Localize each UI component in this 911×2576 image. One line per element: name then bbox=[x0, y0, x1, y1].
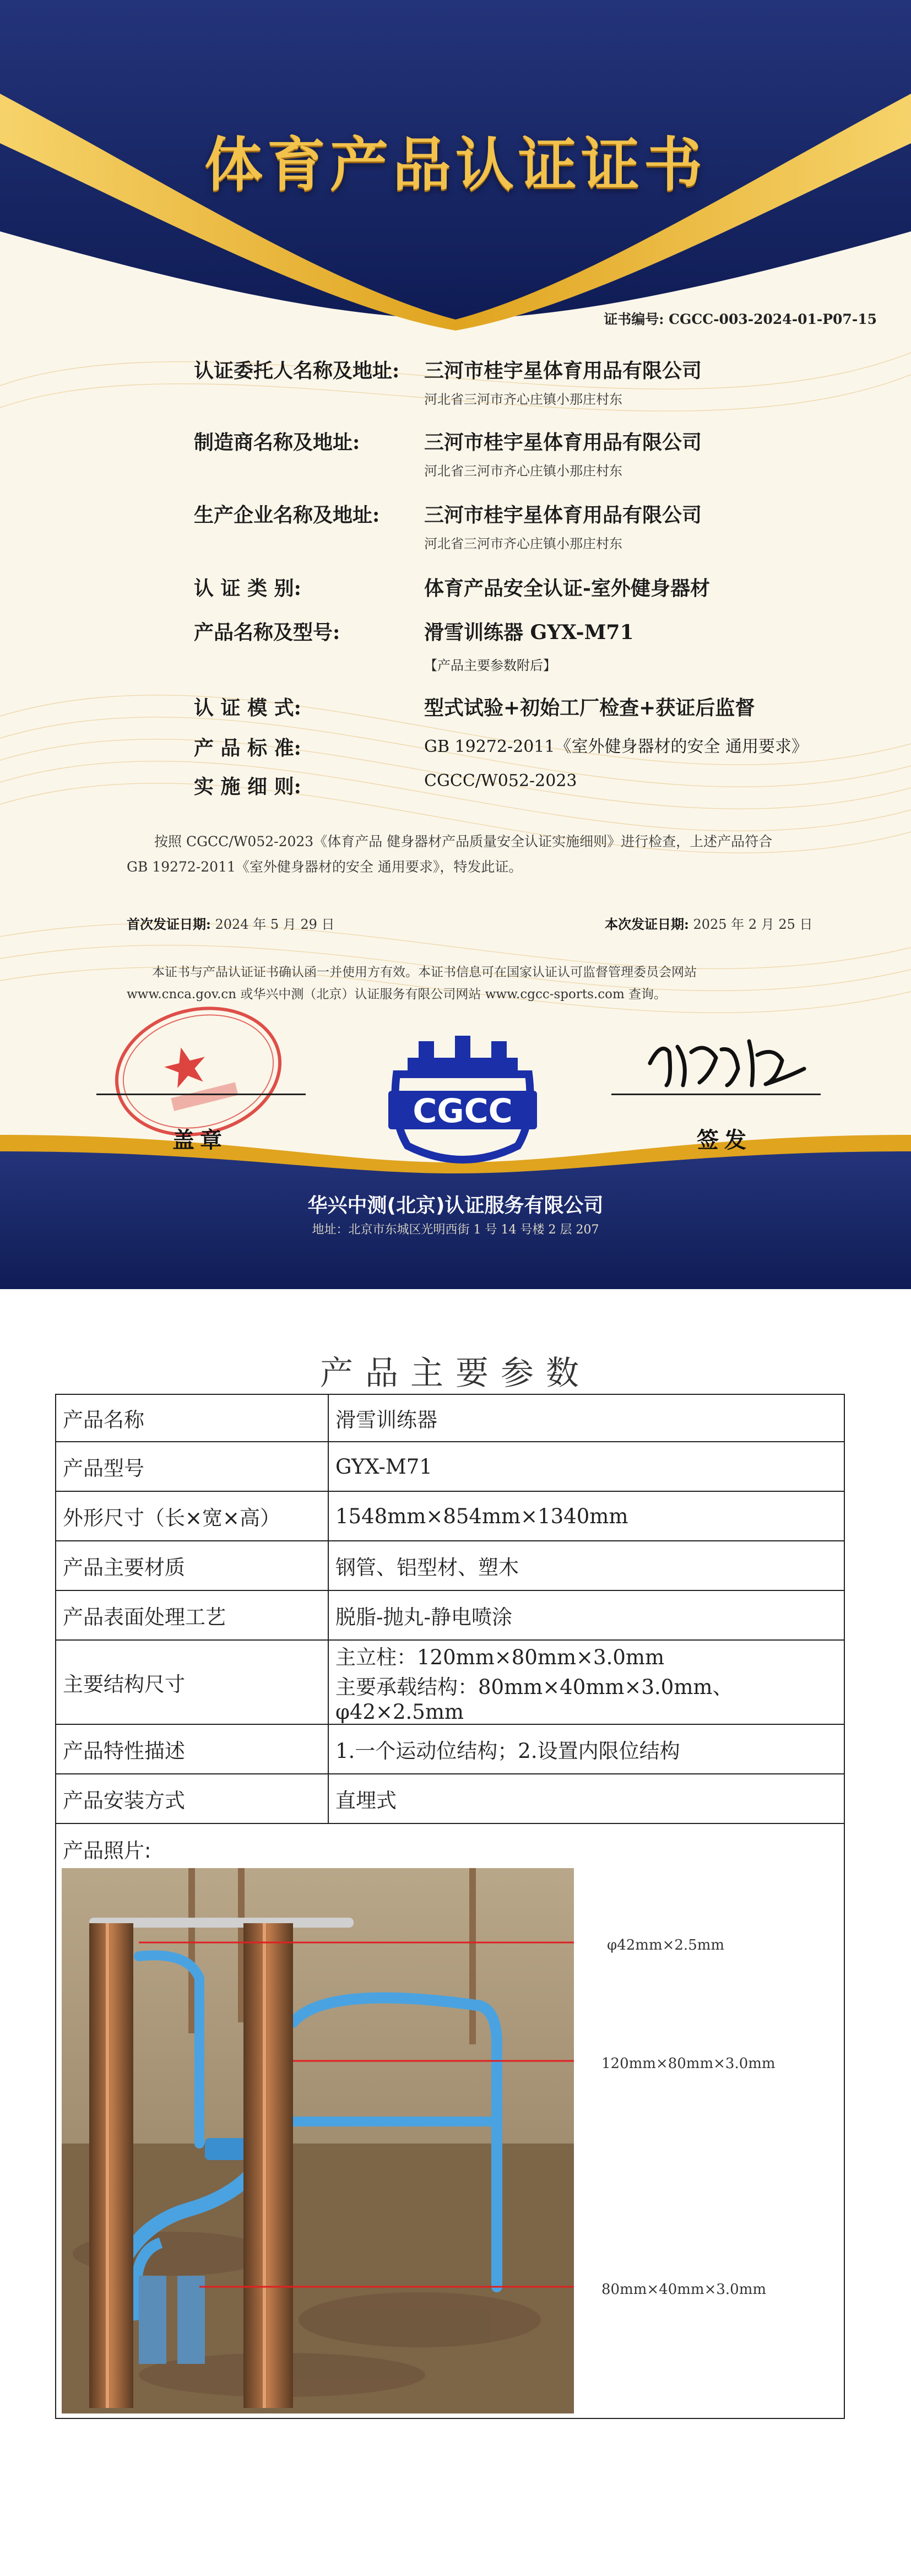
field-value: GB 19272-2011《室外健身器材的安全 通用要求》 bbox=[424, 737, 809, 756]
param-key: 产品特性描述 bbox=[56, 1724, 328, 1774]
param-value: 滑雪训练器 bbox=[328, 1394, 844, 1442]
callout-main-post: 120mm×80mm×3.0mm bbox=[601, 2055, 776, 2072]
field-address: 河北省三河市齐心庄镇小那庄村东 bbox=[424, 463, 622, 479]
field-value: 体育产品安全认证-室外健身器材 bbox=[424, 577, 710, 600]
table-row bbox=[56, 1640, 844, 1724]
callout-bearing: 80mm×40mm×3.0mm bbox=[601, 2281, 767, 2298]
param-value: 1548mm×854mm×1340mm bbox=[328, 1491, 844, 1541]
table-row bbox=[56, 1541, 844, 1590]
certificate-statement: 按照 CGCC/W052-2023《体育产品 健身器材产品质量安全认证实施细则》进行检查，上述产品符合 GB 19272-2011《室外健身器材的安全 通用要求》，特发此证。 bbox=[127, 834, 773, 875]
field-value: 型式试验+初始工厂检查+获证后监督 bbox=[424, 696, 755, 719]
table-row bbox=[56, 1774, 844, 1823]
field-label: 认证委托人名称及地址: bbox=[194, 359, 400, 382]
issue-date-value: 2024 年 5 月 29 日 bbox=[215, 917, 335, 932]
table-row bbox=[56, 1724, 844, 1774]
field-address: 河北省三河市齐心庄镇小那庄村东 bbox=[424, 536, 622, 551]
field-label: 实 施 细 则: bbox=[194, 775, 301, 798]
field-label: 认 证 模 式: bbox=[194, 696, 301, 719]
cgcc-logo-text: CGCC bbox=[413, 1092, 513, 1130]
param-value-line: 主立柱：120mm×80mm×3.0mm bbox=[335, 1646, 665, 1669]
param-key: 产品名称 bbox=[56, 1394, 328, 1442]
parameters-page bbox=[0, 1289, 911, 2576]
param-value-line: 主要承载结构：80mm×40mm×3.0mm、φ42×2.5mm bbox=[335, 1675, 733, 1724]
param-value: 钢管、铝型材、塑木 bbox=[328, 1541, 844, 1590]
field-label: 生产企业名称及地址: bbox=[194, 504, 380, 527]
valid-date-label: 本次发证日期: bbox=[605, 916, 689, 932]
certificate-number-label: 证书编号: bbox=[604, 311, 669, 327]
param-key: 产品主要材质 bbox=[56, 1541, 328, 1590]
parameters-title: 产品主要参数 bbox=[320, 1354, 591, 1393]
field-address: 河北省三河市齐心庄镇小那庄村东 bbox=[424, 392, 622, 407]
certificate-number bbox=[604, 309, 877, 328]
table-row bbox=[56, 1590, 844, 1640]
field-value: 滑雪训练器 GYX-M71 bbox=[424, 621, 634, 644]
param-key: 外形尺寸（长×宽×高） bbox=[56, 1491, 328, 1541]
param-key: 产品型号 bbox=[56, 1442, 328, 1491]
field-value: 三河市桂宇星体育用品有限公司 bbox=[424, 504, 702, 527]
callout-pipe: φ42mm×2.5mm bbox=[607, 1937, 725, 1953]
seal-label: 盖章 bbox=[172, 1128, 227, 1153]
seal-divider bbox=[96, 1094, 306, 1095]
sign-label: 签发 bbox=[697, 1128, 752, 1153]
param-note: 【产品主要参数附后】 bbox=[424, 658, 556, 673]
issuer-address: 地址：北京市东城区光明西街 1 号 14 号楼 2 层 207 bbox=[312, 1223, 599, 1237]
field-label: 制造商名称及地址: bbox=[194, 431, 360, 454]
param-value: 脱脂-抛丸-静电喷涂 bbox=[328, 1590, 844, 1640]
issuer-company: 华兴中测(北京)认证服务有限公司 bbox=[307, 1194, 604, 1217]
param-value: GYX-M71 bbox=[328, 1442, 844, 1491]
param-key: 产品安装方式 bbox=[56, 1774, 328, 1823]
issue-date bbox=[127, 913, 335, 933]
table-row bbox=[56, 1394, 844, 1442]
photo-label: 产品照片: bbox=[63, 1839, 151, 1863]
field-label: 认 证 类 别: bbox=[194, 577, 301, 600]
signature-icon bbox=[639, 1030, 815, 1091]
validity-text: 本证书与产品认证证书确认函一并使用方有效。本证书信息可在国家认证认可监督管理委员会网站 www.cnca.gov.cn 或华兴中测（北京）认证服务有限公司网站 www.cgcc-sports.com 查询。 bbox=[127, 965, 697, 1002]
field-label: 产品名称及型号: bbox=[194, 621, 340, 644]
photo-cell bbox=[56, 1823, 844, 2418]
table-row bbox=[56, 1491, 844, 1541]
field-value: 三河市桂宇星体育用品有限公司 bbox=[424, 431, 702, 454]
product-photo bbox=[62, 1868, 574, 2413]
field-label: 产 品 标 准: bbox=[194, 737, 301, 760]
certificate-title: 体育产品认证证书 bbox=[204, 131, 707, 199]
cgcc-logo-icon bbox=[386, 1036, 540, 1168]
issue-date-label: 首次发证日期: bbox=[127, 916, 211, 932]
table-row-photo bbox=[56, 1823, 844, 2418]
valid-date-value: 2025 年 2 月 25 日 bbox=[693, 917, 813, 932]
param-value-multiline bbox=[328, 1640, 844, 1724]
param-key: 主要结构尺寸 bbox=[56, 1640, 328, 1724]
param-value: 直埋式 bbox=[328, 1774, 844, 1823]
parameters-table bbox=[55, 1394, 845, 2419]
field-value: 三河市桂宇星体育用品有限公司 bbox=[424, 359, 702, 382]
param-value: 1.一个运动位结构；2.设置内限位结构 bbox=[328, 1724, 844, 1774]
table-row bbox=[56, 1442, 844, 1491]
valid-date bbox=[605, 913, 813, 933]
field-value: CGCC/W052-2023 bbox=[424, 771, 577, 791]
param-key: 产品表面处理工艺 bbox=[56, 1590, 328, 1640]
sign-divider bbox=[611, 1094, 821, 1095]
certificate-number-value: CGCC-003-2024-01-P07-15 bbox=[669, 311, 877, 327]
